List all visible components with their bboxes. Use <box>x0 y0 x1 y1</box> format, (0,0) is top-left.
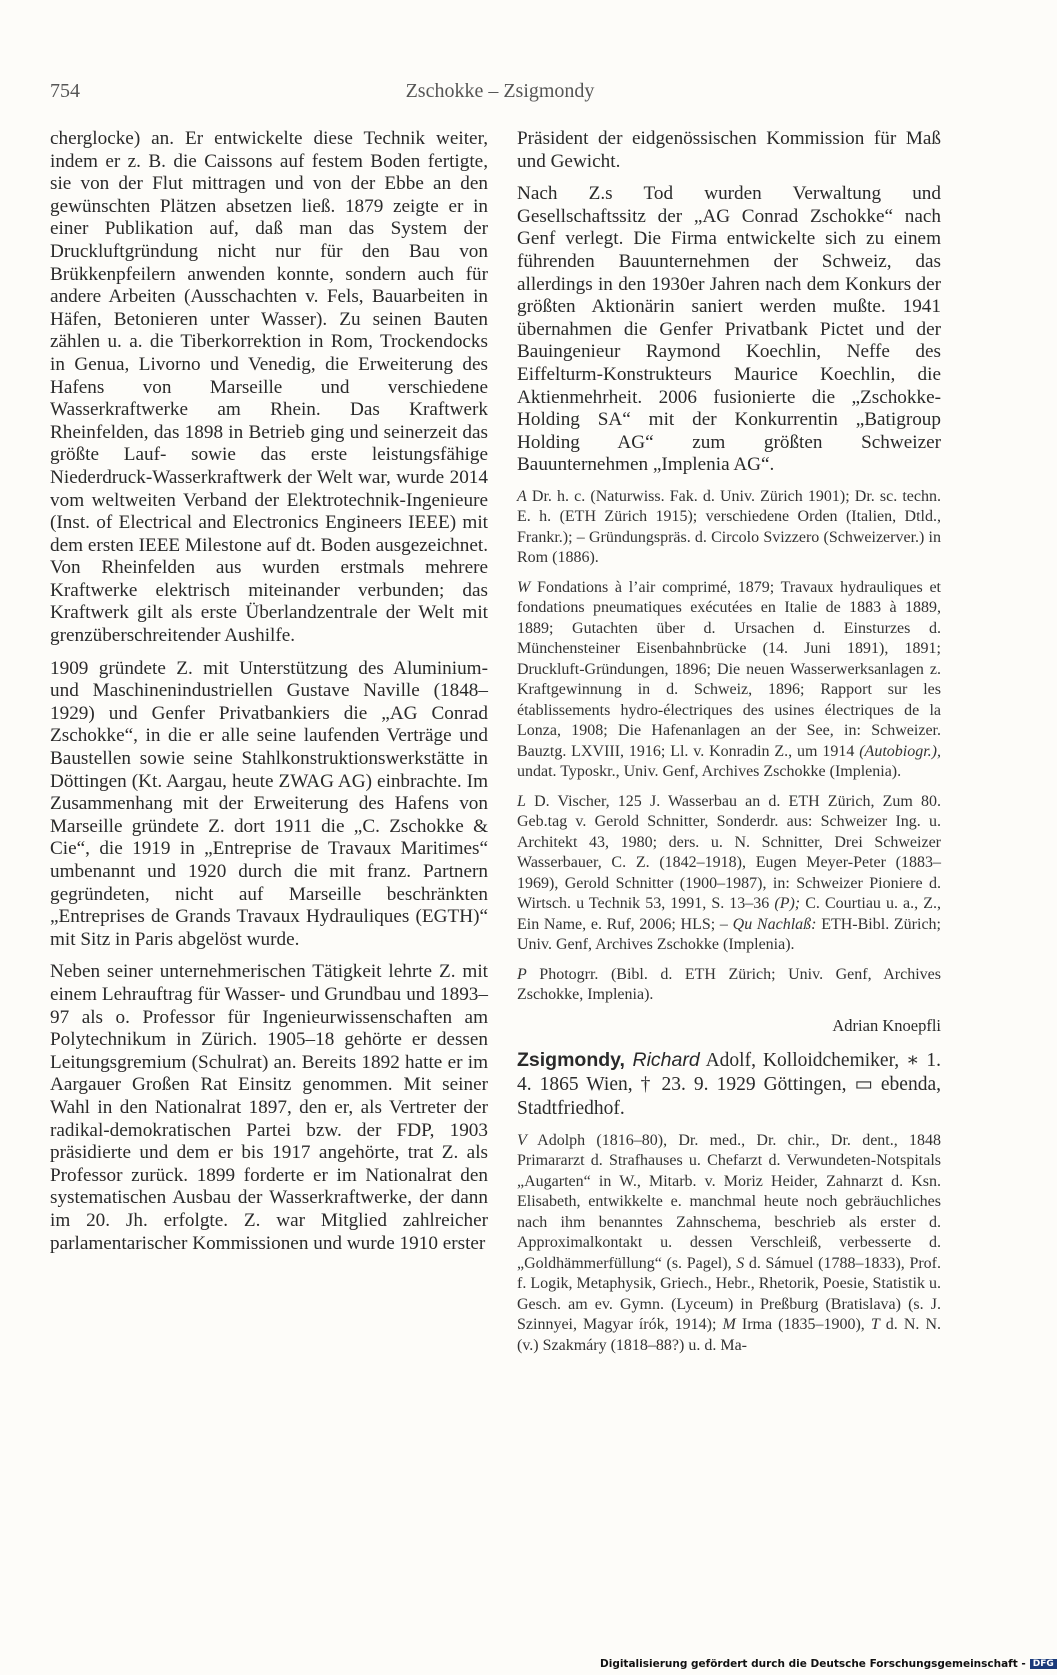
works-italic: (Autobiogr.), <box>859 742 941 760</box>
literature-text-1: D. Vischer, 125 J. Wasserbau an d. ETH Zürich, Zum 80. Geb.tag v. Gerold Schnitter, Sonderdr. aus: Schweizer Ing. u. Architekt 43, 1980; ders. u. N. Schnitter, Drei Schweizer Wasserbauer, C. Z. (1842–1918), Eugen Meyer-Peter (1883–1969), Gerold Schnitter (1900–1987), in: Schweizer Pioniere d. Wirtsch. u Technik 53, 1991, S. 13–36 <box>517 792 941 913</box>
entry-surname: Zsigmondy, <box>517 1048 625 1071</box>
works-text-1: Fondations à l’air comprimé, 1879; Travaux hydrauliques et fondations pneumatiques exécutées en Italie de 1883 à 1889, 1889; Gutachten über d. Ursachen d. Einsturzes d. Münchensteiner Eisenbahnbrücke (14. Juni 1891), 1891; Druckluft-Gründungen, 1896; Die neuen Wasserwerksanlagen z. Kraftgewinnung in d. Schweiz, 1896; Rapport sur les établissements hydro-électriques des usines électriques de la Lonza, 1908; Die Hafenanlagen an der See, in: Schweizer. Bauztg. LXVIII, 1916; Ll. v. Konradin Z., um 1914 <box>517 578 941 760</box>
right-paragraph-2: Nach Z.s Tod wurden Verwaltung und Gesellschaftssitz der „AG Conrad Zschokke“ nach Genf verlegt. Die Firma entwickelte sich zu einem führenden Bauunternehmen der Schweiz, das allerdings in den 1930er Jahren nach dem Konkurs der größten Aktionärin saniert werden mußte. 1941 übernahmen die Genfer Privatbank Pictet und der Bauingenieur Raymond Koechlin, Neffe des Eiffelturm-Konstrukteurs Maurice Koechlin, die Aktienmehrheit. 2006 fusionierte die „Zschokke-Holding SA“ mit der Konkurrentin „Batigroup Holding AG“ zum größten Schweizer Bauunternehmen „Implenia AG“. <box>517 183 941 476</box>
genealogy-text-3: Irma (1835–1900), <box>735 1316 871 1333</box>
left-column <box>50 128 488 1265</box>
awards-section <box>517 487 941 569</box>
genealogy-text-1: Adolph (1816–80), Dr. med., Dr. chir., Dr. dent., 1848 Primararzt d. Strafhauses u. Chefarzt d. Verwundeten-Notspitals „Augarten“ in W., Mitarb. v. Moriz Heider, Zahnarzt d. Ksn. Elisabeth, entwikkelte e. manchmal heute noch gebräuchliches nach ihm benanntes Zahnschema, beschrieb als erster d. Approximalkontakt u. dessen Verschleiß, verbesserte d. „Goldhämmerfüllung“ (s. Pagel), <box>517 1131 941 1272</box>
literature-marker: L <box>517 792 526 810</box>
literature-italic-p: (P); <box>774 895 801 913</box>
works-marker: W <box>517 578 531 596</box>
right-paragraph-1: Präsident der eidgenössischen Kommission für Maß und Gewicht. <box>517 128 941 172</box>
literature-italic-qu: Qu Nachlaß: <box>732 915 817 933</box>
genealogy-marker-v: V <box>517 1131 527 1149</box>
literature-text-2: C. Courtiau u. a., Z., Ein Name, e. Ruf, 2006; HLS; – <box>517 895 941 933</box>
awards-marker: A <box>517 487 527 505</box>
awards-text: Dr. h. c. (Naturwiss. Fak. d. Univ. Zürich 1901); Dr. sc. techn. E. h. (ETH Zürich 1915); verschiedene Orden (Italien, Dtld., Frankr.); – Gründungspräs. d. Circolo Svizzero (Schweizerver.) in Rom (1886). <box>517 487 941 567</box>
running-head: Zschokke – Zsigmondy <box>405 80 595 102</box>
dfg-logo: DFG <box>1030 1659 1057 1669</box>
left-paragraph-3: Neben seiner unternehmerischen Tätigkeit lehrte Z. mit einem Lehrauftrag für Wasser- und Grundbau und 1893–97 als o. Professor für Ingenieurwissenschaften am Polytechnikum in Zürich. 1905–18 gehörte er dessen Leitungsgremium (Schulrat) an. Bereits 1892 hatte er im Aargauer Großen Rat Einsitz genommen. Mit seiner Wahl in den Nationalrat 1897, den er, als Vertreter der radikal-demokratischen Partei bzw. der FDP, 1903 präsidierte und dem er bis 1917 angehörte, trat Z. als Professor zurück. 1899 forderte er im Nationalrat den systematischen Ausbau der Wasserkraftwerke, der dann im 20. Jh. erfolgte. Z. war Mitglied zahlreicher parlamentarischer Kommissionen und wurde 1910 erster <box>50 961 488 1254</box>
page-number: 754 <box>50 80 80 102</box>
portraits-marker: P <box>517 965 527 983</box>
right-column <box>517 128 941 1365</box>
entry-details: Adolf, Kolloidchemiker, ∗ 1. 4. 1865 Wien, † 23. 9. 1929 Göttingen, ▭ ebenda, Stadtfriedhof. <box>517 1049 941 1119</box>
works-section <box>517 578 941 783</box>
genealogy-marker-s: S <box>736 1254 745 1272</box>
genealogy-section <box>517 1131 941 1357</box>
genealogy-marker-m: M <box>722 1316 736 1333</box>
literature-text-3: ETH-Bibl. Zürich; Univ. Genf, Archives Zschokke (Implenia). <box>517 915 942 954</box>
portraits-text: Photogrr. (Bibl. d. ETH Zürich; Univ. Genf, Archives Zschokke, Implenia). <box>517 965 941 1004</box>
genealogy-text-2: d. Sámuel (1788–1833), Prof. f. Logik, Metaphysik, Griech., Hebr., Rhetorik, Poesie, Statistik u. Gesch. am ev. Gymn. (Lyceum) in Preßburg (Bratislava) (s. J. Szinnyei, Magyar írók, 1914); <box>517 1254 942 1333</box>
entry-forename: Richard <box>624 1048 700 1071</box>
literature-section <box>517 792 941 956</box>
genealogy-text-4: d. N. N. (v.) Szakmáry (1818–88?) u. d. Ma- <box>517 1316 942 1354</box>
left-paragraph-1: cherglocke) an. Er entwickelte diese Technik weiter, indem er z. B. die Caissons auf festem Boden fertigte, sie von der Flut mittragen und von der Ebbe an den gewünschten Plätzen absetzen ließ. 1879 zeigte er in einer Publikation auf, daß man das System der Druckluftgründung nicht nur für den Bau von Brükkenpfeilern anwenden konnte, sondern auch für andere Arbeiten (Ausschachten v. Fels, Bauarbeiten in Häfen, Betonieren unter Wasser). Zu seinen Bauten zählen u. a. die Tiberkorrektion in Rom, Trockendocks in Genua, Livorno und Venedig, die Erweiterung des Hafens von Marseille und verschiedene Wasserkraftwerke am Rhein. Das Kraftwerk Rheinfelden, das 1898 in Betrieb ging und seinerzeit das größte Lauf- sowie das erste leistungsfähige Niederdruck-Wasserkraftwerk der Welt war, wurde 2014 vom weltweiten Verband der Elektrotechnik-Ingenieure (Inst. of Electrical and Electronics Engineers IEEE) mit dem ersten IEEE Milestone auf dt. Boden ausgezeichnet. Von Rheinfelden aus wurden erstmals mehrere Kraftwerke elektrisch miteinander verbunden; das Kraftwerk gilt als erste Überlandzentrale der Welt mit grenzüberschreitender Aushilfe. <box>50 128 488 647</box>
author-signature: Adrian Knoepfli <box>832 1015 941 1035</box>
works-text-2: undat. Typoskr., Univ. Genf, Archives Zschokke (Implenia). <box>517 763 902 781</box>
page-header <box>50 80 950 110</box>
footer-text: Digitalisierung gefördert durch die Deutsche Forschungsgemeinschaft - <box>600 1658 1026 1670</box>
entry-heading <box>517 1048 941 1121</box>
portraits-section <box>517 965 941 1006</box>
left-paragraph-2: 1909 gründete Z. mit Unterstützung des Aluminium- und Maschinenindustriellen Gustave Naville (1848–1929) und Genfer Privatbankiers die „AG Conrad Zschokke“, in die er alle seine laufenden Verträge und Baustellen sowie seine Stahlkonstruktionswerkstätte in Döttingen (Kt. Aargau, heute ZWAG AG) einbrachte. Im Zusammenhang mit der Erweiterung des Hafens von Marseille gründete Z. dort 1911 die „C. Zschokke & Cie“, die 1919 in „Entreprise de Travaux Maritimes“ umbenannt und 1920 durch die mit franz. Partnern gegründeten, nicht auf Marseille beschränkten „Entreprises de Grands Travaux Hydrauliques (EGTH)“ mit Sitz in Paris abgelöst wurde. <box>50 657 488 950</box>
genealogy-marker-t: T <box>870 1316 880 1333</box>
digitization-footer <box>600 1658 1054 1670</box>
